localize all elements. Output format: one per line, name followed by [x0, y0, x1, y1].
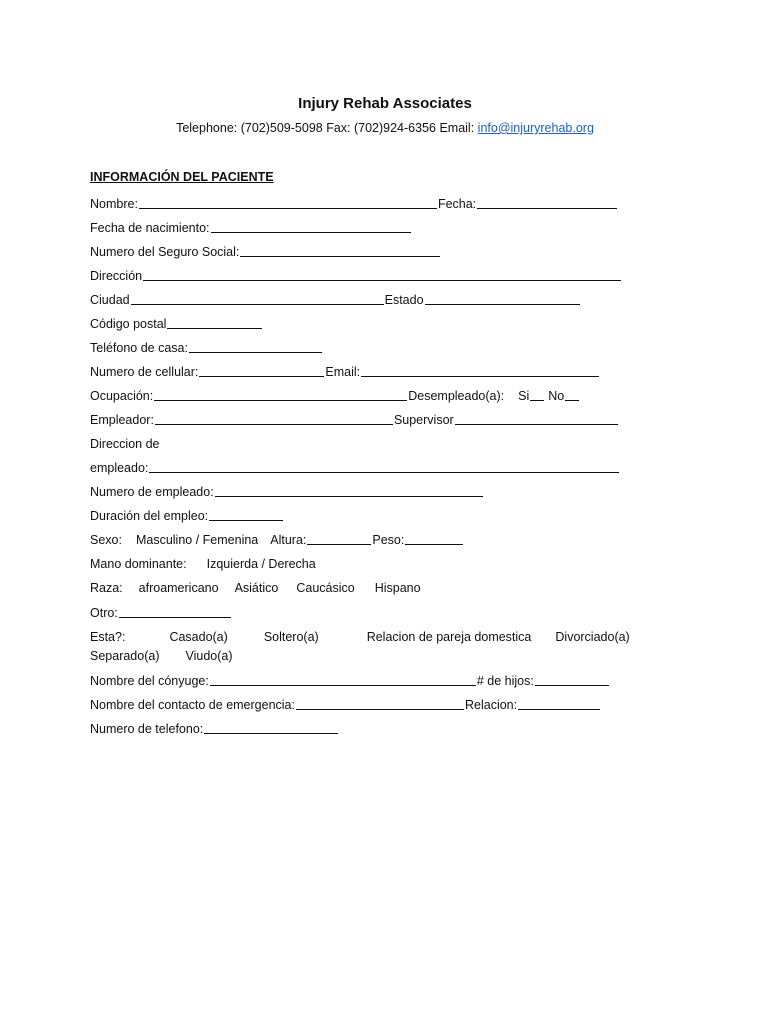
no-label: No: [548, 389, 565, 403]
fecha-field[interactable]: [477, 195, 617, 209]
direccion-empleado-field[interactable]: [149, 459, 619, 473]
raza-option-asiatico[interactable]: Asiático: [234, 581, 279, 595]
otro-field[interactable]: [119, 604, 231, 618]
numero-empleado-label: Numero de empleado:: [90, 485, 214, 499]
empleador-field[interactable]: [155, 411, 393, 425]
hijos-label: # de hijos:: [476, 674, 534, 688]
fecha-label: Fecha:: [437, 197, 477, 211]
row-direccion-empleado-1: [90, 435, 690, 453]
emergencia-label: Nombre del contacto de emergencia:: [90, 698, 295, 712]
relacion-label: Relacion:: [464, 698, 518, 712]
direccion-empleado-label-2: empleado:: [90, 461, 149, 475]
row-ciudad: [90, 291, 690, 309]
telefono-casa-label: Teléfono de casa:: [90, 341, 188, 355]
estado-civil-label: Esta?:: [90, 630, 126, 644]
row-cellular: [90, 363, 690, 381]
nacimiento-label: Fecha de nacimiento:: [90, 221, 210, 235]
altura-label: Altura:: [270, 533, 307, 547]
direccion-label: Dirección: [90, 269, 143, 283]
telefono-field[interactable]: [204, 720, 338, 734]
email-field[interactable]: [361, 363, 599, 377]
row-direccion-empleado-2: [90, 459, 690, 477]
cellular-field[interactable]: [199, 363, 324, 377]
codigo-label: Código postal: [90, 317, 167, 331]
altura-field[interactable]: [307, 531, 371, 545]
contact-line: [0, 121, 770, 135]
ciudad-label: Ciudad: [90, 293, 130, 307]
duracion-field[interactable]: [209, 507, 283, 521]
conyuge-label: Nombre del cónyuge:: [90, 674, 209, 688]
nombre-field[interactable]: [139, 195, 437, 209]
sexo-options[interactable]: Masculino / Femenina: [135, 533, 259, 547]
estado-option-soltero[interactable]: Soltero(a): [263, 630, 319, 644]
row-duracion: [90, 507, 690, 525]
raza-label: Raza:: [90, 581, 123, 595]
no-field[interactable]: [565, 387, 579, 401]
conyuge-field[interactable]: [210, 672, 476, 686]
telefono-casa-field[interactable]: [189, 339, 322, 353]
estado-option-divorciado[interactable]: Divorciado(a): [555, 630, 630, 644]
raza-option-caucasico[interactable]: Caucásico: [296, 581, 355, 595]
nacimiento-field[interactable]: [211, 219, 411, 233]
emergencia-field[interactable]: [296, 696, 464, 710]
row-codigo: [90, 315, 690, 333]
contact-text: Telephone: (702)509-5098 Fax: (702)924-6356 Email:: [176, 121, 478, 135]
row-seguro: [90, 243, 690, 261]
direccion-empleado-label-1: Direccion de: [90, 437, 160, 451]
estado-field[interactable]: [425, 291, 580, 305]
row-raza: [90, 579, 690, 597]
hijos-field[interactable]: [535, 672, 609, 686]
telefono-label: Numero de telefono:: [90, 722, 204, 736]
relacion-field[interactable]: [518, 696, 600, 710]
mano-options[interactable]: Izquierda / Derecha: [206, 557, 316, 571]
desempleado-label: Desempleado(a):: [408, 389, 505, 403]
section-title: INFORMACIÓN DEL PACIENTE: [90, 170, 274, 184]
seguro-field[interactable]: [240, 243, 440, 257]
estado-option-pareja[interactable]: Relacion de pareja domestica: [366, 630, 532, 644]
seguro-label: Numero del Seguro Social:: [90, 245, 240, 259]
mano-label: Mano dominante:: [90, 557, 187, 571]
ocupacion-field[interactable]: [154, 387, 407, 401]
supervisor-label: Supervisor: [393, 413, 454, 427]
row-ocupacion: [90, 387, 690, 405]
sexo-label: Sexo:: [90, 533, 122, 547]
nombre-label: Nombre:: [90, 197, 138, 211]
direccion-field[interactable]: [143, 267, 621, 281]
row-telefono: [90, 720, 690, 738]
row-sexo: [90, 531, 690, 549]
ciudad-field[interactable]: [131, 291, 384, 305]
raza-option-hispano[interactable]: Hispano: [374, 581, 421, 595]
duracion-label: Duración del empleo:: [90, 509, 209, 523]
row-nacimiento: [90, 219, 690, 237]
supervisor-field[interactable]: [455, 411, 618, 425]
cellular-label: Numero de cellular:: [90, 365, 199, 379]
peso-label: Peso:: [372, 533, 405, 547]
estado-option-casado[interactable]: Casado(a): [169, 630, 228, 644]
email-link[interactable]: info@injuryrehab.org: [477, 121, 594, 135]
row-direccion: [90, 267, 690, 285]
row-numero-empleado: [90, 483, 690, 501]
raza-option-afroamericano[interactable]: afroamericano: [138, 581, 219, 595]
row-estado-civil-1: [90, 628, 690, 646]
ocupacion-label: Ocupación:: [90, 389, 154, 403]
row-mano: [90, 555, 690, 573]
codigo-field[interactable]: [167, 315, 262, 329]
numero-empleado-field[interactable]: [215, 483, 483, 497]
si-field[interactable]: [530, 387, 544, 401]
row-estado-civil-2: [90, 647, 690, 665]
row-empleador: [90, 411, 690, 429]
empleador-label: Empleador:: [90, 413, 154, 427]
row-conyuge: [90, 672, 690, 690]
estado-option-separado[interactable]: Separado(a): [90, 649, 160, 663]
row-nombre: [90, 195, 690, 213]
otro-label: Otro:: [90, 606, 118, 620]
row-emergencia: [90, 696, 690, 714]
estado-option-viudo[interactable]: Viudo(a): [185, 649, 233, 663]
row-telefono-casa: [90, 339, 690, 357]
estado-label: Estado: [384, 293, 424, 307]
row-otro: [90, 604, 690, 622]
si-label: Si: [518, 389, 530, 403]
peso-field[interactable]: [405, 531, 463, 545]
email-label: Email:: [325, 365, 361, 379]
clinic-title: Injury Rehab Associates: [298, 95, 472, 112]
